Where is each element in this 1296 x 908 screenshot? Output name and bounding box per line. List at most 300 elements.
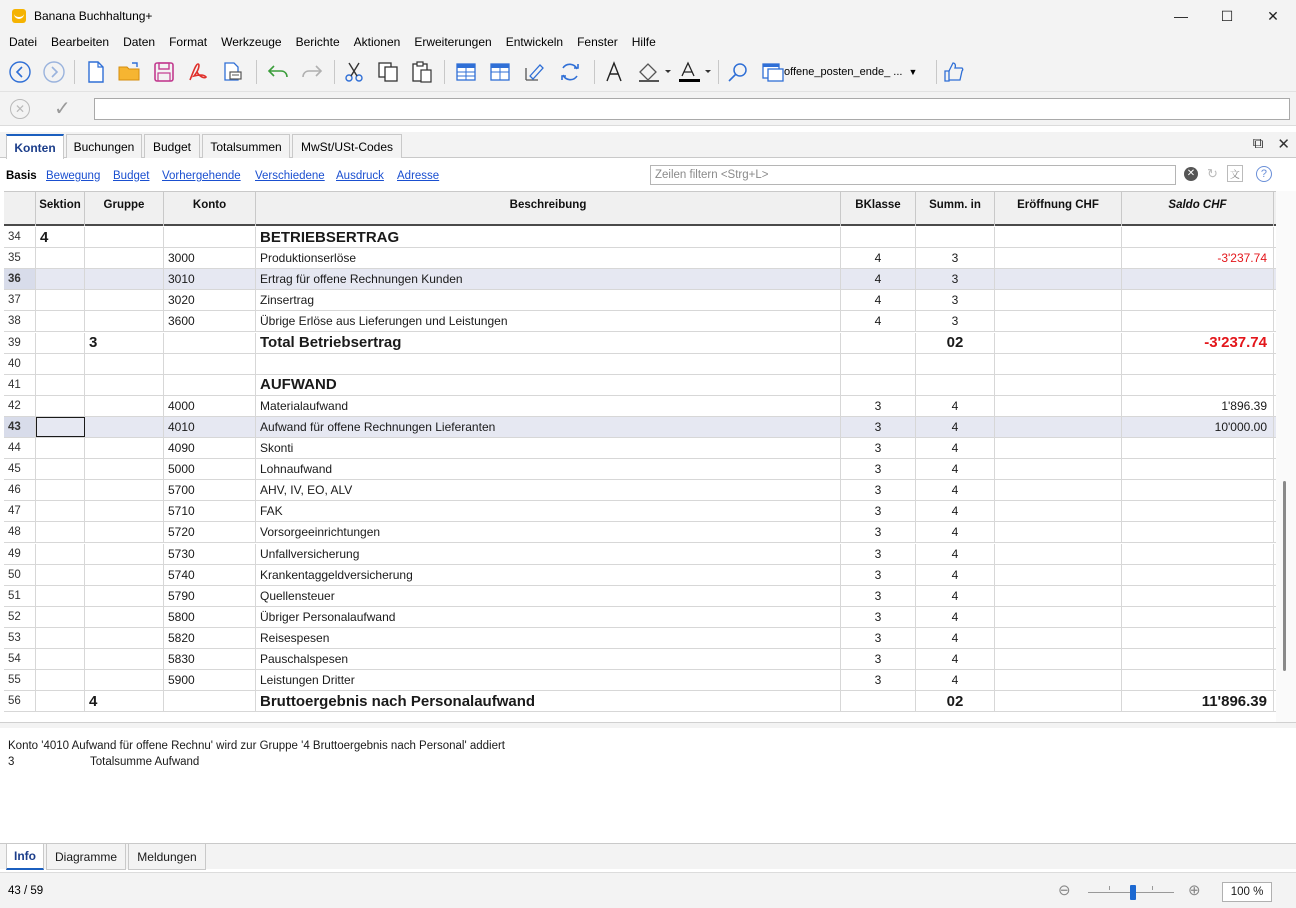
cell-bklasse[interactable] [841, 691, 916, 711]
cell-gruppe[interactable] [85, 649, 164, 669]
cell-saldo[interactable]: -3'237.74 [1122, 333, 1274, 353]
redo-icon[interactable] [298, 58, 326, 86]
cell-summ-in[interactable]: 3 [916, 248, 995, 268]
cell-eroeffnung[interactable] [995, 670, 1122, 690]
cell-summ-in[interactable]: 3 [916, 311, 995, 331]
maximize-button[interactable]: ☐ [1220, 7, 1234, 24]
cell-konto[interactable]: 4010 [164, 417, 256, 437]
cell-saldo[interactable]: 11'896.39 [1122, 691, 1274, 711]
table-row[interactable] [4, 628, 1276, 649]
row-number[interactable]: 43 [4, 417, 36, 437]
cell-sektion[interactable] [36, 628, 85, 648]
cell-beschreibung[interactable]: AHV, IV, EO, ALV [256, 480, 841, 500]
cell-saldo[interactable]: 1'896.39 [1122, 396, 1274, 416]
cell-summ-in[interactable]: 4 [916, 607, 995, 627]
cell-summ-in[interactable] [916, 354, 995, 374]
row-number[interactable]: 38 [4, 311, 36, 331]
col-konto[interactable]: Konto [164, 192, 256, 226]
table-row[interactable] [4, 501, 1276, 522]
cell-bklasse[interactable]: 3 [841, 649, 916, 669]
cell-konto[interactable] [164, 227, 256, 247]
table-row[interactable] [4, 333, 1276, 354]
cell-edit-field[interactable] [94, 98, 1290, 120]
cell-konto[interactable]: 5800 [164, 607, 256, 627]
table-row[interactable] [4, 649, 1276, 670]
table-row[interactable] [4, 522, 1276, 543]
cell-eroeffnung[interactable] [995, 565, 1122, 585]
view-adresse[interactable]: Adresse [397, 170, 440, 182]
cell-gruppe[interactable] [85, 544, 164, 564]
cell-summ-in[interactable]: 4 [916, 670, 995, 690]
col-beschreibung[interactable]: Beschreibung [256, 192, 841, 226]
cell-beschreibung[interactable]: BETRIEBSERTRAG [256, 227, 841, 247]
cell-eroeffnung[interactable] [995, 417, 1122, 437]
cell-gruppe[interactable] [85, 459, 164, 479]
cell-summ-in[interactable]: 3 [916, 269, 995, 289]
col-bklasse[interactable]: BKlasse [841, 192, 916, 226]
cell-saldo[interactable] [1122, 227, 1274, 247]
cell-saldo[interactable] [1122, 522, 1274, 542]
cell-eroeffnung[interactable] [995, 375, 1122, 395]
cell-bklasse[interactable]: 3 [841, 480, 916, 500]
cell-sektion[interactable] [36, 311, 85, 331]
cell-beschreibung[interactable]: Krankentaggeldversicherung [256, 565, 841, 585]
cell-beschreibung[interactable]: Bruttoergebnis nach Personalaufwand [256, 691, 841, 711]
cell-beschreibung[interactable]: Unfallversicherung [256, 544, 841, 564]
cell-bklasse[interactable]: 3 [841, 607, 916, 627]
row-number[interactable]: 46 [4, 480, 36, 500]
cell-beschreibung[interactable]: Reisespesen [256, 628, 841, 648]
view-ausdruck[interactable]: Ausdruck [336, 170, 384, 182]
cell-sektion[interactable] [36, 290, 85, 310]
cell-bklasse[interactable]: 4 [841, 290, 916, 310]
cell-sektion[interactable] [36, 354, 85, 374]
row-number[interactable]: 48 [4, 522, 36, 542]
row-filter-input[interactable]: Zeilen filtern <Strg+L> [650, 165, 1176, 185]
row-number[interactable]: 52 [4, 607, 36, 627]
new-file-icon[interactable] [82, 58, 110, 86]
cell-eroeffnung[interactable] [995, 649, 1122, 669]
cell-summ-in[interactable] [916, 227, 995, 247]
cell-bklasse[interactable] [841, 333, 916, 353]
cell-beschreibung[interactable]: FAK [256, 501, 841, 521]
cell-konto[interactable]: 5830 [164, 649, 256, 669]
cell-bklasse[interactable]: 3 [841, 628, 916, 648]
table-row[interactable] [4, 691, 1276, 712]
cell-bklasse[interactable] [841, 354, 916, 374]
vertical-scrollbar[interactable] [1276, 191, 1296, 722]
row-number[interactable]: 35 [4, 248, 36, 268]
cell-eroeffnung[interactable] [995, 544, 1122, 564]
restore-icon[interactable]: ⧉ [1252, 135, 1264, 152]
cell-sektion[interactable] [36, 438, 85, 458]
scrollbar-thumb[interactable] [1283, 481, 1286, 671]
cell-sektion[interactable] [36, 248, 85, 268]
cell-konto[interactable]: 5730 [164, 544, 256, 564]
col-eroeffnung[interactable]: Eröffnung CHF [995, 192, 1122, 226]
cell-summ-in[interactable]: 4 [916, 438, 995, 458]
cell-beschreibung[interactable]: Materialaufwand [256, 396, 841, 416]
cell-konto[interactable]: 5790 [164, 586, 256, 606]
menu-fenster[interactable]: Fenster [577, 35, 618, 49]
col-summ-in[interactable]: Summ. in [916, 192, 995, 226]
cell-konto[interactable] [164, 333, 256, 353]
cell-beschreibung[interactable]: Aufwand für offene Rechnungen Lieferanten [256, 417, 841, 437]
cell-sektion[interactable] [36, 269, 85, 289]
tab-konten[interactable]: Konten [6, 134, 64, 159]
cell-sektion[interactable] [36, 607, 85, 627]
paste-icon[interactable] [408, 58, 436, 86]
cell-gruppe[interactable] [85, 269, 164, 289]
tab-totalsummen[interactable]: Totalsummen [202, 134, 290, 158]
cell-eroeffnung[interactable] [995, 459, 1122, 479]
cell-gruppe[interactable] [85, 480, 164, 500]
cell-eroeffnung[interactable] [995, 227, 1122, 247]
cell-eroeffnung[interactable] [995, 269, 1122, 289]
print-preview-icon[interactable] [218, 58, 246, 86]
menu-entwickeln[interactable]: Entwickeln [505, 35, 564, 49]
cell-bklasse[interactable]: 3 [841, 544, 916, 564]
table-row[interactable] [4, 248, 1276, 269]
cell-saldo[interactable] [1122, 459, 1274, 479]
cell-gruppe[interactable] [85, 354, 164, 374]
cell-eroeffnung[interactable] [995, 501, 1122, 521]
cell-summ-in[interactable]: 4 [916, 480, 995, 500]
table-row[interactable] [4, 544, 1276, 565]
cell-konto[interactable] [164, 375, 256, 395]
cell-beschreibung[interactable]: AUFWAND [256, 375, 841, 395]
table-row[interactable] [4, 565, 1276, 586]
cell-beschreibung[interactable]: Pauschalspesen [256, 649, 841, 669]
row-number[interactable]: 41 [4, 375, 36, 395]
cell-sektion[interactable] [36, 565, 85, 585]
cell-saldo[interactable] [1122, 649, 1274, 669]
back-icon[interactable] [6, 58, 34, 86]
cell-eroeffnung[interactable] [995, 586, 1122, 606]
cell-sektion[interactable] [36, 480, 85, 500]
cell-saldo[interactable] [1122, 480, 1274, 500]
cell-beschreibung[interactable]: Total Betriebsertrag [256, 333, 841, 353]
menu-daten[interactable]: Daten [123, 35, 156, 49]
cell-sektion[interactable] [36, 501, 85, 521]
forward-icon[interactable] [40, 58, 68, 86]
recalculate-icon[interactable] [556, 58, 584, 86]
cell-sektion[interactable] [36, 375, 85, 395]
cell-eroeffnung[interactable] [995, 691, 1122, 711]
cell-eroeffnung[interactable] [995, 311, 1122, 331]
table-row[interactable] [4, 354, 1276, 375]
cell-bklasse[interactable]: 4 [841, 269, 916, 289]
row-number[interactable]: 53 [4, 628, 36, 648]
cell-gruppe[interactable] [85, 311, 164, 331]
cell-sektion[interactable] [36, 522, 85, 542]
edit-cell-icon[interactable] [520, 58, 548, 86]
table-row[interactable] [4, 670, 1276, 691]
cell-sektion[interactable]: 4 [36, 227, 85, 247]
cell-sektion[interactable] [36, 459, 85, 479]
cell-beschreibung[interactable]: Übrige Erlöse aus Lieferungen und Leistungen [256, 311, 841, 331]
cell-summ-in[interactable] [916, 375, 995, 395]
col-saldo[interactable]: Saldo CHF [1122, 192, 1274, 226]
cell-saldo[interactable]: -3'237.74 [1122, 248, 1274, 268]
cell-summ-in[interactable]: 4 [916, 544, 995, 564]
row-number[interactable]: 50 [4, 565, 36, 585]
cell-gruppe[interactable] [85, 586, 164, 606]
row-number[interactable]: 36 [4, 269, 36, 289]
view-budget[interactable]: Budget [113, 170, 150, 182]
cell-bklasse[interactable]: 4 [841, 248, 916, 268]
save-icon[interactable] [150, 58, 178, 86]
cell-sektion[interactable] [36, 544, 85, 564]
cell-bklasse[interactable]: 3 [841, 565, 916, 585]
cell-sektion[interactable] [36, 417, 85, 437]
row-number[interactable]: 44 [4, 438, 36, 458]
cell-gruppe[interactable] [85, 417, 164, 437]
cell-konto[interactable]: 5740 [164, 565, 256, 585]
menu-aktionen[interactable]: Aktionen [353, 35, 401, 49]
cell-summ-in[interactable]: 4 [916, 522, 995, 542]
row-number[interactable]: 42 [4, 396, 36, 416]
cell-gruppe[interactable] [85, 607, 164, 627]
cell-eroeffnung[interactable] [995, 354, 1122, 374]
search-icon[interactable] [724, 58, 752, 86]
cell-summ-in[interactable]: 4 [916, 586, 995, 606]
col-sektion[interactable]: Sektion [36, 192, 85, 226]
cell-eroeffnung[interactable] [995, 607, 1122, 627]
row-number[interactable]: 39 [4, 333, 36, 353]
cell-saldo[interactable] [1122, 607, 1274, 627]
tab-budget[interactable]: Budget [144, 134, 200, 158]
table-row[interactable] [4, 586, 1276, 607]
cell-beschreibung[interactable]: Ertrag für offene Rechnungen Kunden [256, 269, 841, 289]
cell-beschreibung[interactable]: Skonti [256, 438, 841, 458]
cell-konto[interactable]: 4000 [164, 396, 256, 416]
menu-format[interactable]: Format [169, 35, 208, 49]
cell-konto[interactable]: 5900 [164, 670, 256, 690]
row-number[interactable]: 40 [4, 354, 36, 374]
table-row[interactable] [4, 438, 1276, 459]
row-number[interactable]: 34 [4, 227, 36, 247]
cell-bklasse[interactable]: 3 [841, 586, 916, 606]
menu-bearbeiten[interactable]: Bearbeiten [51, 35, 110, 49]
cell-bklasse[interactable]: 3 [841, 396, 916, 416]
cell-sektion[interactable] [36, 333, 85, 353]
cell-bklasse[interactable]: 4 [841, 311, 916, 331]
cell-beschreibung[interactable]: Vorsorgeeinrichtungen [256, 522, 841, 542]
cell-konto[interactable]: 3010 [164, 269, 256, 289]
table-row[interactable] [4, 396, 1276, 417]
col-gruppe[interactable]: Gruppe [85, 192, 164, 226]
text-color-icon[interactable] [676, 58, 712, 86]
open-folder-icon[interactable] [116, 58, 144, 86]
view-verschiedene[interactable]: Verschiedene [255, 170, 325, 182]
cell-beschreibung[interactable]: Lohnaufwand [256, 459, 841, 479]
cell-gruppe[interactable] [85, 290, 164, 310]
cell-sektion[interactable] [36, 691, 85, 711]
cell-beschreibung[interactable]: Zinsertrag [256, 290, 841, 310]
tab-info[interactable]: Info [6, 844, 44, 870]
cell-gruppe[interactable] [85, 438, 164, 458]
cell-bklasse[interactable]: 3 [841, 459, 916, 479]
cell-summ-in[interactable]: 02 [916, 333, 995, 353]
cell-beschreibung[interactable]: Produktionserlöse [256, 248, 841, 268]
table-row[interactable] [4, 459, 1276, 480]
table-row[interactable] [4, 607, 1276, 628]
zoom-out-icon[interactable]: ⊖ [1058, 882, 1071, 899]
row-number[interactable]: 47 [4, 501, 36, 521]
row-number[interactable]: 37 [4, 290, 36, 310]
cell-konto[interactable]: 5710 [164, 501, 256, 521]
cell-summ-in[interactable]: 3 [916, 290, 995, 310]
cell-summ-in[interactable]: 4 [916, 501, 995, 521]
row-number[interactable]: 54 [4, 649, 36, 669]
help-icon[interactable]: ? [1256, 166, 1272, 182]
menu-werkzeuge[interactable]: Werkzeuge [221, 35, 282, 49]
cell-sektion[interactable] [36, 396, 85, 416]
cell-eroeffnung[interactable] [995, 480, 1122, 500]
cell-eroeffnung[interactable] [995, 248, 1122, 268]
tab-meldungen[interactable]: Meldungen [128, 844, 206, 870]
row-number[interactable]: 49 [4, 544, 36, 564]
cell-saldo[interactable] [1122, 670, 1274, 690]
cell-eroeffnung[interactable] [995, 290, 1122, 310]
cell-sektion[interactable] [36, 649, 85, 669]
cell-beschreibung[interactable] [256, 354, 841, 374]
cell-gruppe[interactable] [85, 670, 164, 690]
cell-bklasse[interactable]: 3 [841, 522, 916, 542]
row-number[interactable]: 51 [4, 586, 36, 606]
delete-row-icon[interactable] [486, 58, 514, 86]
cell-gruppe[interactable] [85, 522, 164, 542]
table-row[interactable] [4, 269, 1276, 290]
cell-summ-in[interactable]: 4 [916, 649, 995, 669]
zoom-level[interactable]: 100 % [1222, 882, 1272, 902]
cell-konto[interactable] [164, 354, 256, 374]
cell-eroeffnung[interactable] [995, 522, 1122, 542]
cell-bklasse[interactable] [841, 227, 916, 247]
cell-saldo[interactable]: 10'000.00 [1122, 417, 1274, 437]
cell-konto[interactable]: 5820 [164, 628, 256, 648]
pdf-icon[interactable] [184, 58, 212, 86]
table-row[interactable] [4, 311, 1276, 332]
font-icon[interactable] [600, 58, 628, 86]
cell-gruppe[interactable] [85, 501, 164, 521]
cell-konto[interactable] [164, 691, 256, 711]
cell-gruppe[interactable] [85, 565, 164, 585]
cell-konto[interactable]: 5720 [164, 522, 256, 542]
cell-gruppe[interactable] [85, 628, 164, 648]
cell-saldo[interactable] [1122, 269, 1274, 289]
cell-summ-in[interactable]: 4 [916, 628, 995, 648]
cell-sektion[interactable] [36, 586, 85, 606]
clear-filter-icon[interactable]: ✕ [1184, 167, 1198, 181]
row-number[interactable]: 45 [4, 459, 36, 479]
insert-row-icon[interactable] [452, 58, 480, 86]
tab-mwst-ust-codes[interactable]: MwSt/USt-Codes [292, 134, 402, 158]
cell-summ-in[interactable]: 4 [916, 417, 995, 437]
view-basis[interactable]: Basis [6, 170, 37, 182]
table-row[interactable] [4, 417, 1276, 438]
view-vorhergehende[interactable]: Vorhergehende [162, 170, 241, 182]
cell-summ-in[interactable]: 4 [916, 565, 995, 585]
cell-gruppe[interactable] [85, 248, 164, 268]
cell-saldo[interactable] [1122, 628, 1274, 648]
menu-datei[interactable]: Datei [9, 35, 38, 49]
tab-diagramme[interactable]: Diagramme [46, 844, 126, 870]
cell-gruppe[interactable] [85, 375, 164, 395]
confirm-edit-icon[interactable]: ✓ [54, 98, 71, 120]
cell-summ-in[interactable]: 4 [916, 396, 995, 416]
menu-hilfe[interactable]: Hilfe [631, 35, 656, 49]
cell-beschreibung[interactable]: Quellensteuer [256, 586, 841, 606]
cell-saldo[interactable] [1122, 565, 1274, 585]
menu-erweiterungen[interactable]: Erweiterungen [414, 35, 492, 49]
report-selector[interactable] [762, 61, 932, 83]
cell-konto[interactable]: 3600 [164, 311, 256, 331]
zoom-slider-thumb[interactable] [1130, 885, 1136, 900]
cell-konto[interactable]: 4090 [164, 438, 256, 458]
copy-icon[interactable] [374, 58, 402, 86]
close-button[interactable]: ✕ [1267, 7, 1279, 24]
table-row[interactable] [4, 375, 1276, 396]
cell-eroeffnung[interactable] [995, 333, 1122, 353]
cell-eroeffnung[interactable] [995, 628, 1122, 648]
cell-gruppe[interactable]: 4 [85, 691, 164, 711]
cell-saldo[interactable] [1122, 290, 1274, 310]
refresh-icon[interactable]: ↻ [1207, 165, 1218, 181]
cancel-edit-icon[interactable]: ✕ [10, 99, 30, 119]
cell-saldo[interactable] [1122, 544, 1274, 564]
cell-konto[interactable]: 5700 [164, 480, 256, 500]
table-row[interactable] [4, 290, 1276, 311]
cell-saldo[interactable] [1122, 501, 1274, 521]
cell-bklasse[interactable]: 3 [841, 438, 916, 458]
view-bewegung[interactable]: Bewegung [46, 170, 101, 182]
zoom-in-icon[interactable]: ⊕ [1188, 882, 1201, 899]
undo-icon[interactable] [264, 58, 292, 86]
table-row[interactable] [4, 227, 1276, 248]
cell-beschreibung[interactable]: Leistungen Dritter [256, 670, 841, 690]
cell-saldo[interactable] [1122, 375, 1274, 395]
cell-saldo[interactable] [1122, 311, 1274, 331]
thumbs-up-icon[interactable] [940, 58, 968, 86]
cell-gruppe[interactable] [85, 227, 164, 247]
minimize-button[interactable]: — [1174, 8, 1188, 24]
fill-color-icon[interactable] [636, 58, 672, 86]
cell-konto[interactable]: 3020 [164, 290, 256, 310]
cell-bklasse[interactable]: 3 [841, 501, 916, 521]
cell-eroeffnung[interactable] [995, 396, 1122, 416]
cell-bklasse[interactable]: 3 [841, 670, 916, 690]
cell-summ-in[interactable]: 4 [916, 459, 995, 479]
cell-saldo[interactable] [1122, 354, 1274, 374]
cell-saldo[interactable] [1122, 438, 1274, 458]
close-table-icon[interactable]: ✕ [1277, 136, 1290, 153]
cell-bklasse[interactable] [841, 375, 916, 395]
cell-bklasse[interactable]: 3 [841, 417, 916, 437]
cut-icon[interactable] [340, 58, 368, 86]
table-row[interactable] [4, 480, 1276, 501]
row-number[interactable]: 55 [4, 670, 36, 690]
cell-konto[interactable]: 5000 [164, 459, 256, 479]
cell-sektion[interactable] [36, 670, 85, 690]
cell-beschreibung[interactable]: Übriger Personalaufwand [256, 607, 841, 627]
cell-konto[interactable]: 3000 [164, 248, 256, 268]
cell-gruppe[interactable] [85, 396, 164, 416]
cell-summ-in[interactable]: 02 [916, 691, 995, 711]
row-number[interactable]: 56 [4, 691, 36, 711]
menu-berichte[interactable]: Berichte [295, 35, 340, 49]
